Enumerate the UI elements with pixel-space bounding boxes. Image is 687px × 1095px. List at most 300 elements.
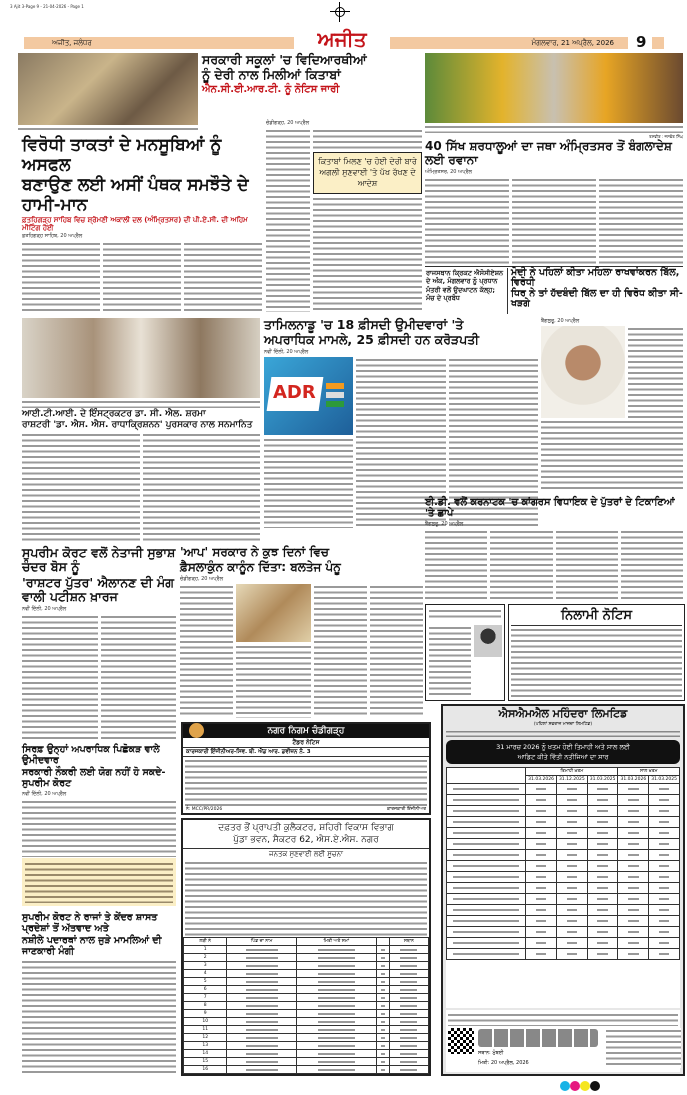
table-cell [227, 994, 296, 1002]
story-body [264, 437, 353, 528]
kharge-head [511, 268, 683, 314]
table-cell [447, 927, 526, 938]
headline-drugs-2: ਨਸ਼ੀਲੇ ਪਦਾਰਥਾਂ ਨਾਲ ਜੁੜੇ ਮਾਮਲਿਆਂ ਦੀ ਜਾਣਕਾਰੀ ਮੰਗੀ [22, 935, 162, 957]
headline-kharge: ਮੋਦੀ ਨੇ ਪਹਿਲਾਂ ਕੀਤਾ ਮਹਿਲਾ ਰਾਖਵਾਂਕਰਨ ਬਿੱਲ, ਵਿਰੋਧੀ [511, 267, 680, 289]
table-cell [587, 839, 618, 850]
table-cell [447, 949, 526, 960]
table-cell [618, 850, 649, 861]
story-books-head [202, 53, 422, 117]
photo-credit: ਤਸਵੀਰ : ਜਸਵੰਤ ਸਿੰਘ [649, 134, 683, 139]
table-cell [649, 883, 680, 894]
table-cell [618, 949, 649, 960]
table-cell [649, 949, 680, 960]
headline-candidates: ਸਿਰਫ਼ ਉਨ੍ਹਾਂ ਅਪਰਾਧਿਕ ਪਿਛੋਕੜ ਵਾਲੇ ਉਮੀਦਵਾਰ [22, 744, 160, 766]
table-row [184, 1050, 429, 1058]
table-cell [389, 1050, 428, 1058]
table-cell [296, 1002, 376, 1010]
headline-iti: ਆਈ.ਟੀ.ਆਈ. ਦੇ ਇੰਸਟ੍ਰਕਟਰ ਡਾ. ਸੀ. ਐਲ. ਸ਼ਰਮਾ [22, 409, 206, 419]
headline-opposition: ਵਿਰੋਧੀ ਤਾਕਤਾਂ ਦੇ ਮਨਸੂਬਿਆਂ ਨੂੰ ਅਸਫਲ [22, 135, 222, 175]
table-cell [447, 894, 526, 905]
table-cell [376, 1042, 389, 1050]
table-cell [227, 1050, 296, 1058]
table-cell [376, 1034, 389, 1042]
story-body [599, 177, 683, 265]
kharge-photo [541, 326, 625, 418]
table-cell [526, 784, 557, 795]
adr-logo: ADR [273, 381, 316, 403]
table-cell [447, 883, 526, 894]
table-cell [227, 1002, 296, 1010]
table-cell [376, 986, 389, 994]
table-cell [618, 817, 649, 828]
subhead-opposition: ਫ਼ਤਹਿਗੜ੍ਹ ਸਾਹਿਬ ਵਿਚ ਸ਼੍ਰੋਮਣੀ ਅਕਾਲੀ ਦਲ (ਅੰਮ੍ਰਿਤਸਰ) ਦੀ ਪੀ.ਏ.ਸੀ. ਦੀ ਅਹਿਮ ਮੀਟਿੰਗ ਹੋਈ [22, 216, 248, 233]
table-cell [389, 978, 428, 986]
table-cell [649, 861, 680, 872]
table-cell [389, 1026, 428, 1034]
tender-division: ਕਾਰਜਕਾਰੀ ਇੰਜੀਨੀਅਰ-ਸਿਵ. ਬੀ. ਐਂਡ ਆਰ. ਡਵੀਜ਼ਨ ਨੰ. 3 [183, 749, 429, 757]
results-banner [446, 740, 680, 764]
table-cell [587, 927, 618, 938]
tender-notice-ad [181, 722, 431, 815]
table-cell [296, 1058, 376, 1066]
story-body [266, 128, 310, 312]
table-cell [526, 949, 557, 960]
table-cell [526, 850, 557, 861]
headline-iti-2: ਰਾਸ਼ਟਰੀ 'ਡਾ. ਐਸ. ਐਸ. ਰਾਧਾਕ੍ਰਿਸ਼ਨਨ' ਪੁਰਸਕਾਰ ਨਾਲ ਸਨਮਾਨਿਤ [22, 420, 253, 431]
story-kharge [541, 318, 683, 492]
financial-results-table [446, 767, 680, 960]
table-cell [389, 1010, 428, 1018]
story-jatha [425, 53, 683, 265]
year-header: ਸਾਲ ਖ਼ਤਮ [618, 768, 680, 776]
table-cell: 16 [184, 1066, 227, 1074]
story-books [266, 120, 422, 312]
table-header: ਲੜੀ ਨੰ [184, 938, 227, 946]
table-cell [649, 894, 680, 905]
meeting-photo [18, 53, 198, 125]
byline: ਚੰਡੀਗੜ੍ਹ, 20 ਅਪ੍ਰੈਲ [180, 575, 224, 582]
story-body [143, 432, 261, 542]
table-cell [447, 795, 526, 806]
ad-date: ਮਿਤੀ: 20 ਅਪ੍ਰੈਲ, 2026 [478, 1060, 529, 1066]
divider [507, 268, 508, 314]
table-cell [296, 1042, 376, 1050]
table-row [447, 916, 680, 927]
table-cell: 11 [184, 1026, 227, 1034]
auction-notice [508, 604, 685, 701]
profile-notice [425, 604, 505, 701]
table-cell [649, 784, 680, 795]
story-body [101, 614, 177, 741]
qr-code[interactable] [448, 1028, 474, 1054]
table-cell: 14 [184, 1050, 227, 1058]
table-cell [556, 850, 587, 861]
tender-org-bar [183, 724, 429, 738]
table-cell [526, 872, 557, 883]
table-cell [376, 994, 389, 1002]
table-cell: 12 [184, 1034, 227, 1042]
table-cell [649, 839, 680, 850]
story-body [628, 326, 683, 418]
table-row [447, 861, 680, 872]
table-cell [296, 978, 376, 986]
story-body [313, 196, 422, 312]
adr-logo-image [264, 357, 353, 435]
table-cell [227, 1018, 296, 1026]
table-cell [389, 954, 428, 962]
table-row [184, 1026, 429, 1034]
table-cell [227, 1026, 296, 1034]
table-cell [587, 828, 618, 839]
table-cell [618, 795, 649, 806]
table-cell [526, 806, 557, 817]
headline-cricket: ਰਾਜਸਥਾਨ ਕ੍ਰਿਕਟ ਐਸੋਸੀਏਸ਼ਨ ਦੇ ਅੰਕ, ਮੰਗਲਵਾਰ ਨੂੰ ਪ੍ਰਧਾਨ ਮੰਤਰੀ ਵਲੋਂ ਉਦਘਾਟਨ ਕੱਲ੍ਹ; ਮੰਚ ਦੇ ਪ੍ਰਬੰਧ [426, 269, 504, 303]
table-cell [618, 806, 649, 817]
story-body [313, 128, 422, 150]
headline-jatha: 40 ਸਿੱਖ ਸ਼ਰਧਾਲੂਆਂ ਦਾ ਜਥਾ ਅੰਮ੍ਰਿਤਸਰ ਤੋਂ ਬੰਗਲਾਦੇਸ਼ ਲਈ ਰਵਾਨਾ [425, 139, 672, 167]
subhead-books: ਐਨ.ਸੀ.ਈ.ਆਰ.ਟੀ. ਨੂੰ ਨੋਟਿਸ ਜਾਰੀ [202, 83, 340, 95]
tender-signatory: ਕਾਰਜਕਾਰੀ ਇੰਜੀਨੀਅਰ [386, 807, 426, 812]
table-cell [649, 905, 680, 916]
table-cell [526, 883, 557, 894]
table-cell [389, 994, 428, 1002]
story-candidates [22, 745, 176, 1076]
table-row [184, 1002, 429, 1010]
color-registration-dots [560, 1076, 600, 1095]
puda-address: ਪੁੱਡਾ ਭਵਨ, ਸੈਕਟਰ 62, ਐਸ.ਏ.ਐਸ. ਨਗਰ [233, 835, 379, 845]
table-row [447, 927, 680, 938]
table-cell [556, 916, 587, 927]
table-cell [526, 916, 557, 927]
table-cell [556, 927, 587, 938]
table-cell [526, 828, 557, 839]
banner-line-2: ਆਡਿਟ ਕੀਤੇ ਵਿੱਤੀ ਨਤੀਜਿਆਂ ਦਾ ਸਾਰ [517, 753, 609, 761]
table-cell [587, 949, 618, 960]
table-cell [296, 994, 376, 1002]
table-cell: 3 [184, 962, 227, 970]
table-row [447, 784, 680, 795]
table-cell: 6 [184, 986, 227, 994]
table-cell [649, 806, 680, 817]
table-cell [447, 938, 526, 949]
table-cell [296, 962, 376, 970]
headline-tamilnadu: ਤਾਮਿਲਨਾਡੂ 'ਚ 18 ਫ਼ੀਸਦੀ ਉਮੀਦਵਾਰਾਂ 'ਤੇ [264, 317, 464, 332]
table-cell: 7 [184, 994, 227, 1002]
story-body [22, 614, 98, 741]
table-row [447, 905, 680, 916]
table-row [184, 1066, 429, 1074]
sml-mahindra-results-ad [441, 704, 685, 1076]
newspaper-logo: ਅਜੀਤ [317, 27, 367, 51]
table-cell [447, 806, 526, 817]
baltej-pannu-photo [236, 584, 310, 642]
registration-mark-icon [330, 2, 350, 22]
table-cell [556, 795, 587, 806]
table-cell [649, 938, 680, 949]
table-cell [296, 946, 376, 954]
headline-books: ਸਰਕਾਰੀ ਸਕੂਲਾਂ 'ਚ ਵਿਦਿਆਰਥੀਆਂ [202, 52, 367, 67]
table-cell [447, 817, 526, 828]
table-cell: 8 [184, 1002, 227, 1010]
table-cell [447, 861, 526, 872]
table-row [184, 962, 429, 970]
table-cell [587, 850, 618, 861]
table-row [184, 1010, 429, 1018]
hearing-schedule-table [183, 937, 429, 1074]
table-row [447, 894, 680, 905]
byline: ਬੈਂਗਲੁਰੂ, 20 ਅਪ੍ਰੈਲ [541, 318, 580, 324]
table-cell [376, 1058, 389, 1066]
table-cell [447, 905, 526, 916]
table-cell [587, 905, 618, 916]
photo-caption [22, 399, 260, 408]
banner-line-1: 31 ਮਾਰਚ 2026 ਨੂੰ ਖ਼ਤਮ ਹੋਈ ਤਿਮਾਹੀ ਅਤੇ ਸਾਲ ਲਈ [496, 743, 630, 751]
award-photo [22, 318, 260, 398]
story-body [22, 432, 140, 542]
byline: ਫ਼ਤਹਿਗੜ੍ਹ ਸਾਹਿਬ, 20 ਅਪ੍ਰੈਲ [22, 233, 83, 240]
table-cell [447, 872, 526, 883]
page-number: 9 [636, 33, 647, 51]
table-cell [526, 938, 557, 949]
byline: ਅੰਮ੍ਰਿਤਸਰ, 20 ਅਪ੍ਰੈਲ [425, 168, 473, 175]
table-cell [556, 883, 587, 894]
table-cell: 15 [184, 1058, 227, 1066]
table-cell [389, 1066, 428, 1074]
table-cell [618, 894, 649, 905]
table-cell [526, 861, 557, 872]
table-cell [587, 817, 618, 828]
table-cell [227, 1058, 296, 1066]
table-cell [556, 817, 587, 828]
table-row [447, 795, 680, 806]
table-cell [618, 938, 649, 949]
table-cell [227, 954, 296, 962]
table-row [184, 978, 429, 986]
table-row [447, 817, 680, 828]
table-cell [227, 970, 296, 978]
table-row [184, 970, 429, 978]
table-cell [526, 817, 557, 828]
table-header: ਪਿੰਡ ਦਾ ਨਾਮ [227, 938, 296, 946]
table-cell [587, 861, 618, 872]
photo-caption [425, 124, 683, 133]
print-slug: 3 Ajit 3-Page 9 - 21-04-2026 - Page 1 [10, 4, 84, 9]
table-row [184, 1058, 429, 1066]
story-aap [180, 546, 423, 718]
headline-drugs: ਸੁਪਰੀਮ ਕੋਰਟ ਨੇ ਰਾਜਾਂ ਤੇ ਕੇਂਦਰ ਸ਼ਾਸਤ ਪ੍ਰਦੇਸ਼ਾਂ ਤੋਂ ਅੱਤਵਾਦ ਅਤੇ [22, 912, 158, 935]
table-cell: 13 [184, 1042, 227, 1050]
table-cell [556, 905, 587, 916]
story-body [22, 241, 100, 312]
table-cell [376, 1002, 389, 1010]
table-cell [649, 916, 680, 927]
story-body [541, 419, 683, 492]
story-iti [22, 318, 260, 542]
table-cell [618, 861, 649, 872]
masthead-right-bar [390, 37, 628, 49]
headline-kharge-2: ਧਿਰ ਨੇ ਤਾਂ ਹੱਦਬੰਦੀ ਬਿੱਲ ਦਾ ਹੀ ਵਿਰੋਧ ਕੀਤਾ ਸੀ-ਖੜਗੇ [511, 287, 683, 310]
byline: ਨਵੀਂ ਦਿੱਲੀ, 20 ਅਪ੍ਰੈਲ [22, 790, 67, 797]
table-cell [296, 1066, 376, 1074]
table-cell [227, 946, 296, 954]
company-name: ਐਸਐਮਐਲ ਮਹਿੰਦਰਾ ਲਿਮਟਿਡ [498, 707, 628, 720]
table-row [447, 949, 680, 960]
table-row [447, 839, 680, 850]
table-cell [389, 1058, 428, 1066]
table-row [184, 994, 429, 1002]
table-cell [556, 894, 587, 905]
table-row [447, 828, 680, 839]
table-cell [227, 962, 296, 970]
puda-hearing-ad [181, 818, 431, 1076]
table-cell [227, 1010, 296, 1018]
table-cell [556, 784, 587, 795]
table-cell [556, 839, 587, 850]
table-cell: 4 [184, 970, 227, 978]
table-cell [389, 1042, 428, 1050]
table-cell: 2 [184, 954, 227, 962]
story-body [621, 529, 683, 600]
headline-supreme-court-2: 'ਰਾਸ਼ਟਰ ਪੁੱਤਰ' ਐਲਾਨਣ ਦੀ ਮੰਗ ਵਾਲੀ ਪਟੀਸ਼ਨ ਖ਼ਾਰਜ [22, 574, 174, 605]
date-header: 31.03.2026 [618, 776, 649, 784]
table-cell [389, 970, 428, 978]
story-body [314, 584, 367, 718]
headline-aap: 'ਆਪ' ਸਰਕਾਰ ਨੇ ਕੁਝ ਦਿਨਾਂ ਵਿਚ [180, 545, 329, 559]
jatha-photo [425, 53, 683, 123]
table-row [447, 883, 680, 894]
table-cell [447, 784, 526, 795]
books-quote-box: ਕਿਤਾਬਾਂ ਮਿਲਣ 'ਚ ਹੋਈ ਦੇਰੀ ਬਾਰੇ ਅਗਲੀ ਸੁਣਵਾਈ 'ਤੇ ਪੱਖ ਰੱਖਣ ਦੇ ਆਦੇਸ਼ [313, 152, 422, 194]
story-body [184, 241, 262, 312]
company-subtitle: (ਪਹਿਲਾਂ ਸਵਰਾਜ ਮਾਜ਼ਦਾ ਲਿਮਟਿਡ) [533, 722, 593, 727]
headline-tamilnadu-2: ਅਪਰਾਧਿਕ ਮਾਮਲੇ, 25 ਫ਼ੀਸਦੀ ਹਨ ਕਰੋੜਪਤੀ [264, 332, 480, 348]
meeting-photo-block [18, 53, 198, 133]
table-row [184, 1042, 429, 1050]
table-cell [587, 784, 618, 795]
table-cell [376, 978, 389, 986]
table-cell [389, 1034, 428, 1042]
table-cell [618, 872, 649, 883]
headline-supreme-court: ਸੁਪਰੀਮ ਕੋਰਟ ਵਲੋਂ ਨੇਤਾਜੀ ਸੁਭਾਸ਼ ਚੰਦਰ ਬੋਸ ਨੂੰ [22, 545, 176, 575]
table-cell [376, 954, 389, 962]
table-cell [376, 1010, 389, 1018]
table-cell [296, 1018, 376, 1026]
story-body [180, 584, 233, 718]
table-cell [526, 795, 557, 806]
table-cell [227, 978, 296, 986]
table-cell [556, 806, 587, 817]
masthead-left-bar [24, 37, 294, 49]
date: ਮੰਗਲਵਾਰ, 21 ਅਪ੍ਰੈਲ, 2026 [531, 39, 614, 47]
bus-fleet-image [478, 1029, 598, 1047]
table-cell [296, 1050, 376, 1058]
masthead-end [652, 37, 664, 49]
table-cell [618, 927, 649, 938]
table-header: ਮਿਤੀ ਅਤੇ ਸਮਾਂ [296, 938, 376, 946]
table-cell [447, 916, 526, 927]
byline: ਚੰਡੀਗੜ੍ਹ, 20 ਅਪ੍ਰੈਲ [266, 120, 310, 126]
story-opposition [22, 136, 262, 312]
table-cell [587, 806, 618, 817]
table-cell [526, 839, 557, 850]
table-cell [556, 861, 587, 872]
table-cell [649, 927, 680, 938]
table-cell [389, 946, 428, 954]
headline-opposition-2: ਬਣਾਉਣ ਲਈ ਅਸੀਂ ਪੰਥਕ ਸਮਝੌਤੇ ਦੇ ਹਾਮੀ-ਮਾਨ [22, 175, 249, 215]
table-cell [556, 949, 587, 960]
person-photo [474, 625, 502, 657]
headline-ed: ਈ.ਡੀ. ਵਲੋਂ ਕਰਨਾਟਕ 'ਚ ਕਾਂਗਰਸ ਵਿਧਾਇਕ ਦੇ ਪੁੱਤਰਾਂ ਦੇ ਟਿਕਾਣਿਆਂ 'ਤੇ ਛਾਪੇ [425, 497, 675, 520]
table-cell [526, 905, 557, 916]
table-cell [296, 970, 376, 978]
highlight-box [22, 858, 176, 906]
table-cell [296, 954, 376, 962]
table-cell [556, 938, 587, 949]
edition: ਅਜੀਤ, ਜਲੰਧਰ [52, 39, 92, 47]
table-cell [389, 962, 428, 970]
table-row [447, 806, 680, 817]
table-cell [618, 883, 649, 894]
table-cell [556, 828, 587, 839]
table-cell [376, 946, 389, 954]
story-body [425, 529, 487, 600]
table-cell [618, 916, 649, 927]
headline-aap-2: ਫ਼ੈਸਲਾਕੁੰਨ ਕਾਨੂੰਨ ਦਿੱਤਾ: ਬਲਤੇਜ ਪੰਨੂ [180, 559, 341, 574]
table-cell [649, 817, 680, 828]
emblem-icon [189, 723, 204, 738]
headline-books-2: ਨੂੰ ਦੇਰੀ ਨਾਲ ਮਿਲੀਆਂ ਕਿਤਾਬਾਂ [202, 67, 341, 83]
table-cell [296, 1034, 376, 1042]
table-cell [227, 1034, 296, 1042]
tender-ref: ਨੰ: MCC/PR/2026 [186, 807, 223, 812]
table-cell [587, 916, 618, 927]
table-cell [618, 839, 649, 850]
table-cell [587, 894, 618, 905]
headline-candidates-2: ਸਰਕਾਰੀ ਨੌਕਰੀ ਲਈ ਯੋਗ ਨਹੀਂ ਹੋ ਸਕਦੇ-ਸੁਪਰੀਮ ਕੋਰਟ [22, 766, 166, 789]
story-body [236, 644, 310, 718]
tender-org: ਨਗਰ ਨਿਗਮ ਚੰਡੀਗੜ੍ਹ [267, 726, 345, 736]
table-row [184, 954, 429, 962]
story-body [103, 241, 181, 312]
table-cell [649, 850, 680, 861]
table-cell [376, 1066, 389, 1074]
byline: ਨਵੀਂ ਦਿੱਲੀ, 20 ਅਪ੍ਰੈਲ [22, 605, 67, 612]
table-cell [227, 1042, 296, 1050]
table-cell [618, 905, 649, 916]
table-cell [556, 872, 587, 883]
table-row [184, 946, 429, 954]
table-cell [296, 1026, 376, 1034]
byline: ਬੈਂਗਲੁਰੂ, 20 ਅਪ੍ਰੈਲ [425, 520, 464, 527]
table-cell [376, 1026, 389, 1034]
table-cell: 10 [184, 1018, 227, 1026]
table-cell [587, 883, 618, 894]
story-body [370, 584, 423, 718]
table-cell [587, 795, 618, 806]
table-header: ਸਥਾਨ [389, 938, 428, 946]
table-cell [376, 962, 389, 970]
byline: ਨਵੀਂ ਦਿੱਲੀ, 20 ਅਪ੍ਰੈਲ [264, 348, 309, 355]
table-cell [649, 828, 680, 839]
table-cell [649, 872, 680, 883]
table-cell [376, 1018, 389, 1026]
date-header: 31.03.2025 [649, 776, 680, 784]
table-row [184, 986, 429, 994]
table-row [447, 850, 680, 861]
ad-place: ਸਥਾਨ: ਮੁੰਬਈ [478, 1050, 504, 1056]
table-cell [376, 1050, 389, 1058]
table-cell: 5 [184, 978, 227, 986]
